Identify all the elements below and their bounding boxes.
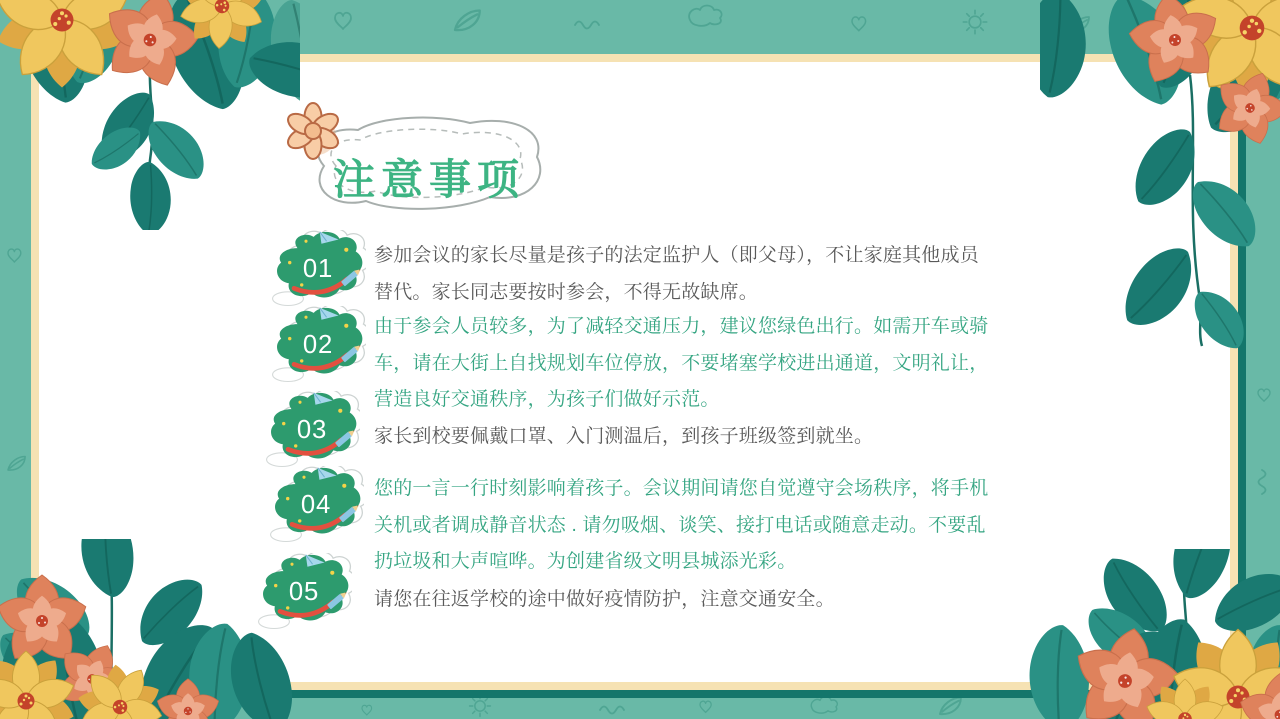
item-number-badge xyxy=(270,230,366,309)
list-item xyxy=(0,466,1280,572)
badge-number: 02 xyxy=(302,331,334,360)
item-text: 请您在往返学校的途中做好疫情防护，注意交通安全。 xyxy=(374,589,835,610)
cloud-badge-icon xyxy=(264,391,360,470)
badge-number: 01 xyxy=(302,255,334,284)
badge-number: 05 xyxy=(288,578,320,607)
item-text: 参加会议的家长尽量是孩子的法定监护人（即父母），不让家庭其他成员替代。家长同志要按时参会，不得无故缺席。 xyxy=(374,245,979,303)
list-item xyxy=(0,391,1280,471)
item-number-badge xyxy=(270,306,366,385)
item-text: 由于参会人员较多，为了减轻交通压力，建议您绿色出行。如需开车或骑车，请在大街上自找规划车位停放，不要堵塞学校进出通道，文明礼让，营造良好交通秩序，为孩子们做好示范。 xyxy=(374,316,989,410)
item-text: 家长到校要佩戴口罩、入门测温后，到孩子班级签到就坐。 xyxy=(374,426,874,447)
item-text: 您的一言一行时刻影响着孩子。会议期间请您自觉遵守会场秩序，将手机关机或者调成静音状态 . 请勿吸烟、谈笑、接打电话或随意走动。不要乱扔垃圾和大声喧哗。为创建省级文明县城添光彩。 xyxy=(374,478,989,572)
cloud-badge-icon xyxy=(256,553,352,632)
badge-number: 04 xyxy=(300,491,332,520)
item-number-badge xyxy=(256,553,352,632)
list-item xyxy=(0,230,1280,310)
item-number-badge xyxy=(268,466,364,545)
item-number-badge xyxy=(264,391,360,470)
cloud-badge-icon xyxy=(270,230,366,309)
badge-number: 03 xyxy=(296,416,328,445)
list-item xyxy=(0,553,1280,633)
list-item xyxy=(0,306,1280,410)
cloud-badge-icon xyxy=(268,466,364,545)
page-title: 注意事项 xyxy=(332,156,525,203)
cloud-badge-icon xyxy=(270,306,366,385)
